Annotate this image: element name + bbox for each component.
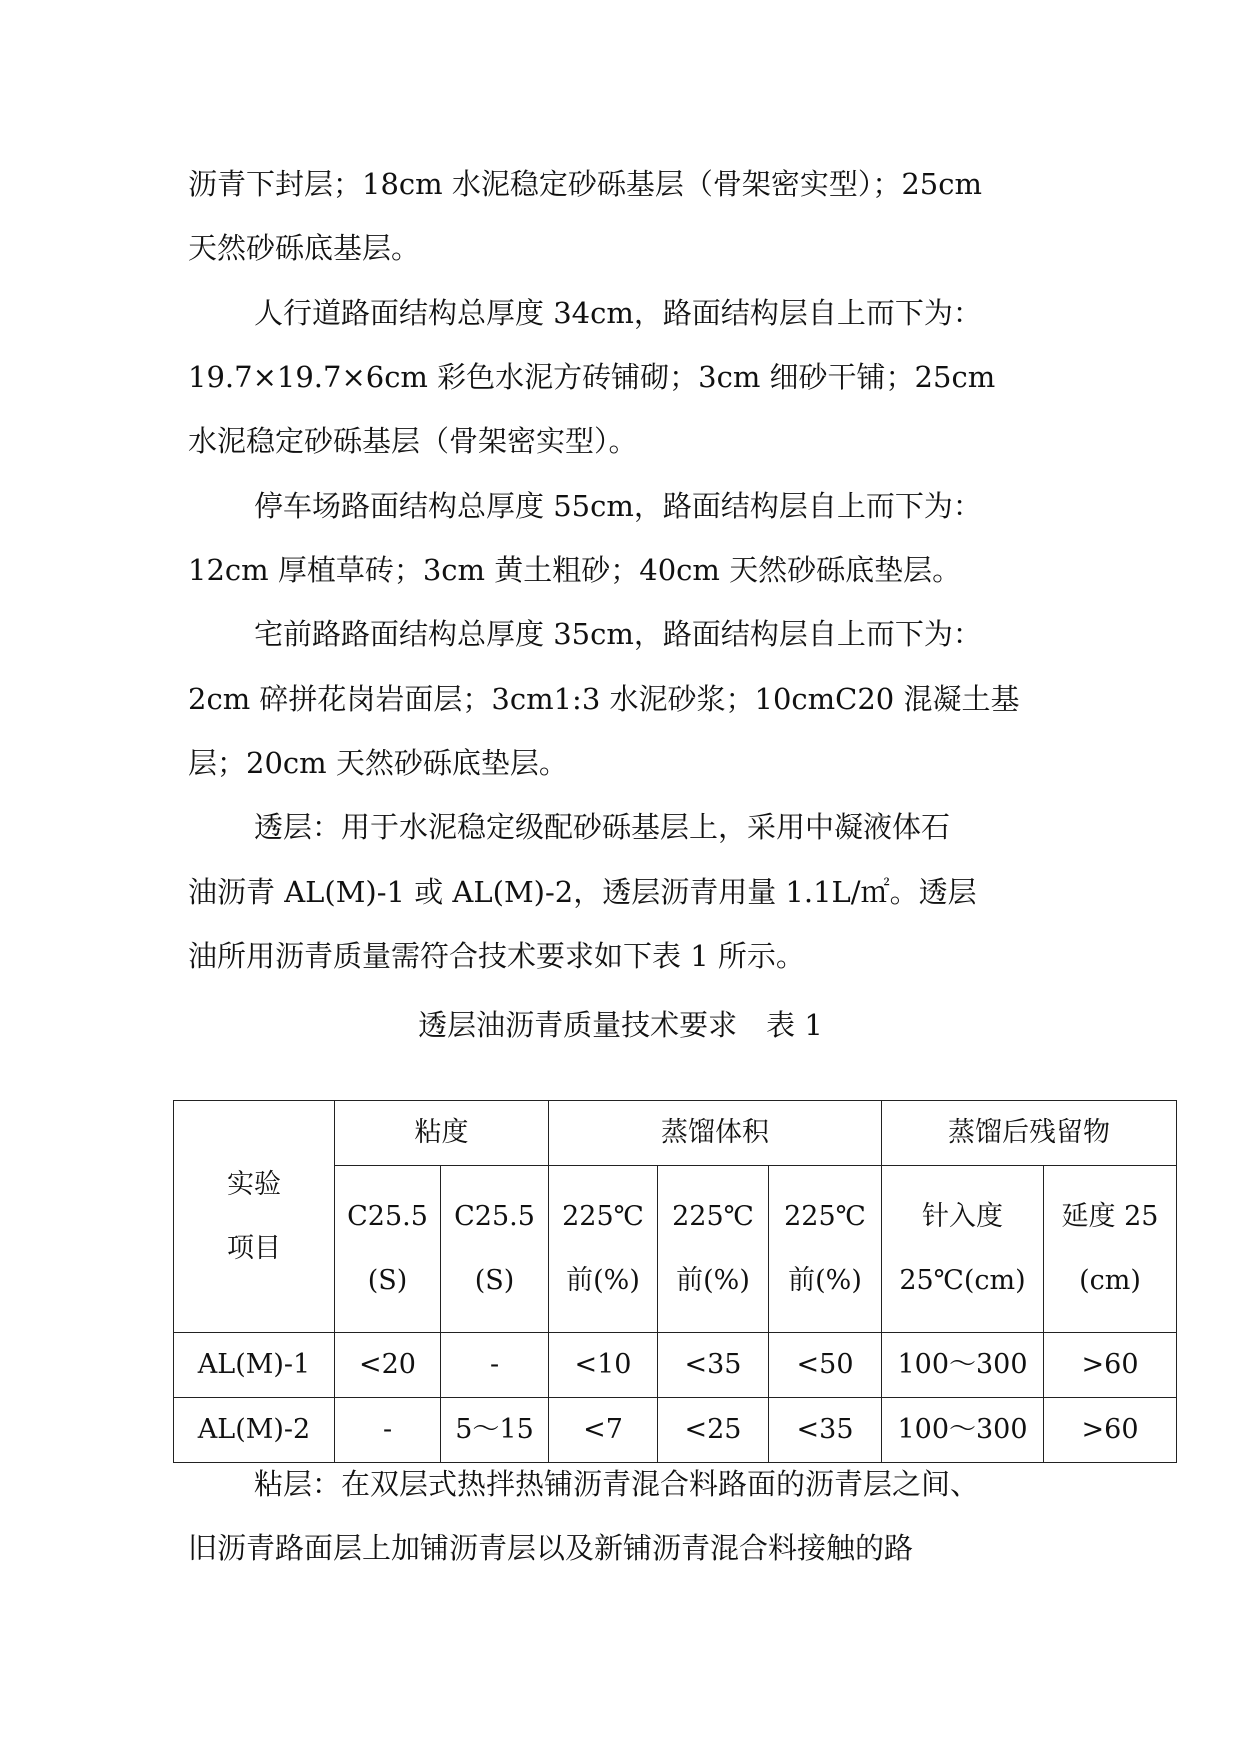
table-cell: - — [335, 1398, 441, 1463]
subheader-line: C25.5 — [347, 1201, 428, 1232]
table-caption: 透层油沥青质量技术要求 表 1 — [418, 1008, 823, 1042]
group-header-residue: 蒸馏后残留物 — [882, 1101, 1177, 1166]
subheader-line: 延度 25 — [1061, 1201, 1159, 1232]
subheader-line: 25℃(cm) — [899, 1265, 1026, 1296]
table-header-row — [174, 1101, 1177, 1166]
table-cell: 100～300 — [882, 1398, 1044, 1463]
subheader-cell — [1044, 1166, 1177, 1333]
row-header-cell — [174, 1101, 335, 1333]
row-name-cell: AL(M)-1 — [174, 1333, 335, 1398]
paragraph-line: 油沥青 AL(M)-1 或 AL(M)-2，透层沥青用量 1.1L/㎡。透层 — [188, 875, 977, 909]
subheader-line: 前(%) — [788, 1265, 862, 1296]
paragraph-line: 停车场路面结构总厚度 55cm，路面结构层自上而下为： — [254, 489, 982, 523]
subheader-cell — [549, 1166, 658, 1333]
table-cell: <25 — [658, 1398, 769, 1463]
table-cell: >60 — [1044, 1398, 1177, 1463]
table-cell: <35 — [658, 1333, 769, 1398]
paragraph-line: 宅前路路面结构总厚度 35cm，路面结构层自上而下为： — [254, 617, 982, 651]
subheader-line: (S) — [367, 1265, 408, 1296]
subheader-line: 225℃ — [672, 1201, 754, 1232]
subheader-cell — [441, 1166, 549, 1333]
paragraph-line: 粘层：在双层式热拌热铺沥青混合料路面的沥青层之间、 — [254, 1467, 980, 1501]
subheader-cell — [658, 1166, 769, 1333]
table-cell: <10 — [549, 1333, 658, 1398]
paragraph-line: 水泥稳定砂砾基层（骨架密实型）。 — [188, 424, 638, 458]
paragraph-line: 层；20cm 天然砂砾底垫层。 — [188, 746, 568, 780]
paragraph-line: 19.7×19.7×6cm 彩色水泥方砖铺砌；3cm 细砂干铺；25cm — [188, 360, 996, 394]
subheader-line: 225℃ — [784, 1201, 866, 1232]
asphalt-spec-table — [173, 1100, 1177, 1463]
table-cell: 5～15 — [441, 1398, 549, 1463]
paragraph-line: 沥青下封层；18cm 水泥稳定砂砾基层（骨架密实型）；25cm — [188, 167, 983, 201]
group-header-viscosity: 粘度 — [335, 1101, 549, 1166]
paragraph-line: 人行道路面结构总厚度 34cm，路面结构层自上而下为： — [254, 296, 982, 330]
table-cell: 100～300 — [882, 1333, 1044, 1398]
table-cell: >60 — [1044, 1333, 1177, 1398]
table-row — [174, 1333, 1177, 1398]
subheader-line: 前(%) — [676, 1265, 750, 1296]
paragraph-line: 旧沥青路面层上加铺沥青层以及新铺沥青混合料接触的路 — [188, 1531, 914, 1565]
table-cell: - — [441, 1333, 549, 1398]
subheader-line: 针入度 — [922, 1201, 1004, 1232]
table-cell: <20 — [335, 1333, 441, 1398]
subheader-line: 225℃ — [562, 1201, 644, 1232]
table-cell: <50 — [769, 1333, 882, 1398]
subheader-line: C25.5 — [454, 1201, 535, 1232]
paragraph-line: 2cm 碎拼花岗岩面层；3cm1:3 水泥砂浆；10cmC20 混凝土基 — [188, 682, 1020, 716]
subheader-line: 前(%) — [566, 1265, 640, 1296]
row-header-line: 项目 — [227, 1232, 281, 1264]
group-header-distillation: 蒸馏体积 — [549, 1101, 882, 1166]
row-header-line: 实验 — [227, 1168, 281, 1200]
subheader-cell — [769, 1166, 882, 1333]
paragraph-line: 油所用沥青质量需符合技术要求如下表 1 所示。 — [188, 939, 805, 973]
subheader-cell — [335, 1166, 441, 1333]
paragraph-line: 天然砂砾底基层。 — [188, 231, 421, 265]
subheader-line: (cm) — [1079, 1265, 1141, 1296]
paragraph-line: 透层：用于水泥稳定级配砂砾基层上，采用中凝液体石 — [254, 810, 951, 844]
table-cell: <35 — [769, 1398, 882, 1463]
subheader-cell — [882, 1166, 1044, 1333]
row-name-cell: AL(M)-2 — [174, 1398, 335, 1463]
subheader-line: (S) — [474, 1265, 515, 1296]
table-row — [174, 1398, 1177, 1463]
table-cell: <7 — [549, 1398, 658, 1463]
paragraph-line: 12cm 厚植草砖；3cm 黄土粗砂；40cm 天然砂砾底垫层。 — [188, 553, 962, 587]
